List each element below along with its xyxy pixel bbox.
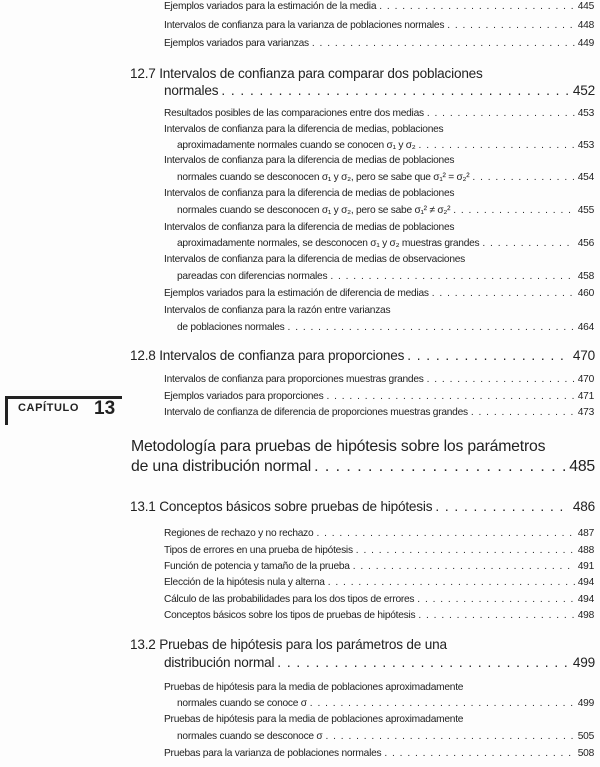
dot-leader [330,271,574,282]
toc-entry [177,731,594,742]
section-title-cont: normales [164,83,219,98]
toc-entry-text: Regiones de rechazo y no rechazo [164,528,314,539]
page-number: 456 [577,238,594,249]
dot-leader [453,205,575,216]
page-number: 499 [577,698,594,709]
page-number: 494 [577,577,594,588]
toc-entry [164,20,594,31]
page-number: 505 [577,731,594,742]
dot-leader [471,407,575,418]
dot-leader [221,83,570,98]
toc-entry-text: normales cuando se desconocen σ₁ y σ₂, pero se sabe σ₁² ≠ σ₂² [177,205,451,216]
section-title: 12.7 Intervalos de confianza para comparar dos poblaciones [130,66,483,81]
chapter-label: CAPÍTULO [18,402,80,414]
toc-entry-text: Intervalos de confianza para la varianza de poblaciones normales [164,20,445,31]
toc-entry [177,238,594,249]
toc-entry-text: aproximadamente normales, se desconocen σ₁ y σ₂ muestras grandes [177,238,480,249]
toc-entry-text: pareadas con diferencias normales [177,271,328,282]
dot-leader [384,748,574,759]
badge-rule-vertical [5,396,8,425]
page-number: 455 [577,205,594,216]
toc-entry-text: Ejemplos variados para la estimación de la media [164,1,377,12]
chapter-entry [131,458,595,476]
toc-entry [177,698,594,709]
toc-entry [164,594,594,605]
toc-entry [177,322,594,333]
chapter-badge [5,396,122,425]
page-number: 485 [569,458,595,475]
page-number: 473 [577,407,594,418]
page-number: 464 [577,322,594,333]
page-number: 471 [577,391,594,402]
page-number: 498 [577,610,594,621]
page-number: 445 [577,1,594,12]
toc-entry-text: Intervalos de confianza para la diferencia de medias de poblaciones [164,188,455,199]
toc-entry-text: Conceptos básicos sobre los tipos de pruebas de hipótesis [164,610,416,621]
page-number: 488 [577,545,594,556]
toc-entry [164,748,594,759]
toc-entry-text: normales cuando se desconoce σ [177,731,323,742]
toc-entry-text: Intervalos de confianza para la diferencia de medias, poblaciones [164,124,444,135]
toc-entry [164,374,594,385]
dot-leader [326,391,574,402]
page-number: 453 [577,108,594,119]
section-title: 12.8 Intervalos de confianza para proporciones [130,348,405,363]
section-title: 13.1 Conceptos básicos sobre pruebas de hipótesis [130,499,433,514]
page-number: 452 [572,83,595,98]
dot-leader [432,288,575,299]
dot-leader [427,374,575,385]
dot-leader [447,20,575,31]
toc-entry-text: Función de potencia y tamaño de la prueba [164,561,350,572]
dot-leader [482,238,574,249]
toc-entry [177,205,594,216]
toc-entry [164,108,594,119]
section-entry [164,655,595,670]
dot-leader [419,140,575,151]
dot-leader [288,322,575,333]
section-entry [164,83,595,98]
page-number: 448 [577,20,594,31]
toc-entry-text: Elección de la hipótesis nula y alterna [164,577,325,588]
toc-entry [164,610,594,621]
toc-entry-text: Intervalos de confianza para la diferencia de medias de poblaciones [164,222,455,233]
page-number: 487 [577,528,594,539]
page-number: 449 [577,38,594,49]
page-number: 470 [572,348,595,363]
dot-leader [418,610,574,621]
toc-entry-text: Pruebas para la varianza de poblaciones normales [164,748,382,759]
dot-leader [314,458,566,476]
toc-entry-text: Cálculo de las probabilidades para los dos tipos de errores [164,594,415,605]
page-number: 508 [577,748,594,759]
section-entry [130,348,595,363]
page-number: 470 [577,374,594,385]
toc-entry [164,545,594,556]
dot-leader [417,594,574,605]
dot-leader [427,108,575,119]
toc-entry [164,561,594,572]
toc-entry-text: normales cuando se conoce σ [177,698,307,709]
toc-entry [177,140,594,151]
toc-entry-text: Intervalos de confianza para la diferencia de medias de observaciones [164,254,466,265]
toc-entry-text: aproximadamente normales cuando se conocen σ₁ y σ₂ [177,140,416,151]
page-number: 460 [577,288,594,299]
toc-entry-text: Intervalos de confianza para proporciones muestras grandes [164,374,424,385]
section-entry [130,499,595,514]
toc-entry [164,407,594,418]
page-number: 454 [577,172,594,183]
toc-entry-text: Ejemplos variados para proporciones [164,391,324,402]
toc-entry-text: Intervalos de confianza para la razón entre varianzas [164,305,391,316]
chapter-title-cont: de una distribución normal [131,458,312,475]
toc-entry [164,288,594,299]
chapter-number: 13 [94,398,116,419]
dot-leader [328,577,575,588]
page-number: 453 [577,140,594,151]
toc-entry-text: Tipos de errores en una prueba de hipótesis [164,545,353,556]
toc-entry-text: Ejemplos variados para varianzas [164,38,309,49]
dot-leader [312,38,575,49]
dot-leader [356,545,575,556]
toc-entry [177,172,594,183]
dot-leader [316,528,574,539]
toc-entry [164,577,594,588]
toc-entry [164,38,594,49]
dot-leader [353,561,575,572]
page-number: 458 [577,271,594,282]
toc-entry [164,1,594,12]
toc-entry-text: Pruebas de hipótesis para la media de poblaciones aproximadamente [164,682,464,693]
toc-entry [164,391,594,402]
section-title-cont: distribución normal [164,655,275,670]
toc-entry-text: Ejemplos variados para la estimación de diferencia de medias [164,288,429,299]
page-number: 499 [572,655,595,670]
toc-entry-text: Pruebas de hipótesis para la media de poblaciones aproximadamente [164,714,464,725]
dot-leader [435,499,570,514]
dot-leader [379,1,575,12]
page-number: 486 [572,499,595,514]
dot-leader [277,655,570,670]
toc-entry-text: Intervalos de confianza para la diferencia de medias de poblaciones [164,155,455,166]
toc-entry [177,271,594,282]
dot-leader [407,348,570,363]
toc-entry [164,528,594,539]
toc-entry-text: normales cuando se desconocen σ₁ y σ₂, pero se sabe que σ₁² = σ₂² [177,172,470,183]
section-title: 13.2 Pruebas de hipótesis para los parámetros de una [130,637,447,652]
toc-entry-text: de poblaciones normales [177,322,285,333]
chapter-title: Metodología para pruebas de hipótesis sobre los parámetros [131,438,546,455]
page-number: 491 [577,561,594,572]
dot-leader [472,172,574,183]
page-number: 494 [577,594,594,605]
toc-entry-text: Intervalo de confianza de diferencia de proporciones muestras grandes [164,407,468,418]
dot-leader [325,731,574,742]
toc-entry-text: Resultados posibles de las comparaciones entre dos medias [164,108,424,119]
dot-leader [310,698,575,709]
